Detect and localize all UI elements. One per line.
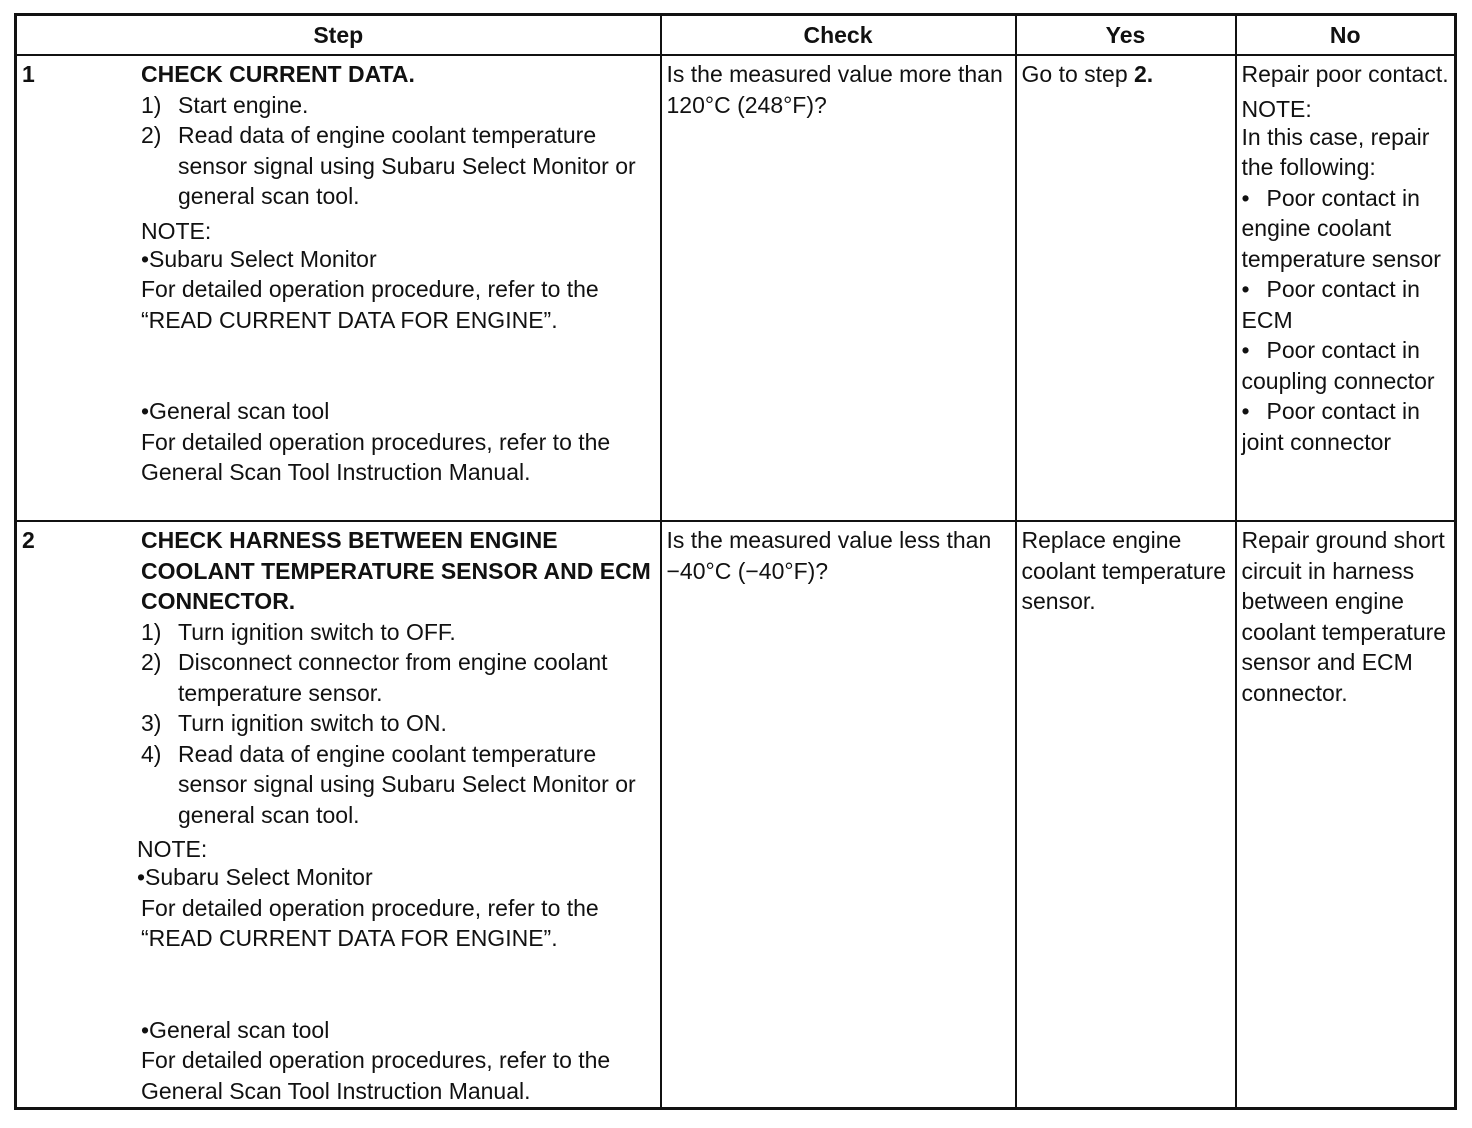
no-text: Repair ground short circuit in harness between engine coolant temperature sensor and ECM connector. xyxy=(1241,527,1447,706)
yes-cell xyxy=(1016,55,1236,521)
substep: 4) Read data of engine coolant temperature sensor signal using Subaru Select Monitor or general scan tool. xyxy=(141,740,636,828)
substep: 3) Turn ignition switch to ON. xyxy=(141,710,447,736)
note-bullet: •Subaru Select Monitor xyxy=(141,245,377,272)
step-title: CHECK CURRENT DATA. xyxy=(141,61,415,87)
table-header-row xyxy=(16,15,1456,56)
header-check: Check xyxy=(661,15,1016,56)
substep: 2) Read data of engine coolant temperature sensor signal using Subaru Select Monitor or general scan tool. xyxy=(141,122,636,209)
no-items-list xyxy=(1242,183,1451,458)
substep: 1) Start engine. xyxy=(141,91,309,118)
header-yes: Yes xyxy=(1016,15,1236,56)
note-label: NOTE: xyxy=(137,836,208,862)
note-text: For detailed operation procedures, refer to the General Scan Tool Instruction Manual. xyxy=(141,1047,611,1104)
step-cell xyxy=(16,55,661,521)
no-text: Repair poor contact. xyxy=(1241,61,1449,87)
substep-list xyxy=(141,617,656,831)
note-bullet: •General scan tool xyxy=(141,1016,330,1043)
step-title: CHECK HARNESS BETWEEN ENGINE COOLANT TEMPERATURE SENSOR AND ECM CONNECTOR. xyxy=(141,527,651,614)
note-text: For detailed operation procedures, refer to the General Scan Tool Instruction Manual. xyxy=(141,428,611,485)
check-text: Is the measured value more than 120°C (248°F)? xyxy=(666,61,1003,118)
note-bullet: •Subaru Select Monitor xyxy=(137,864,373,890)
yes-text: Go to step 2. xyxy=(1021,61,1154,87)
no-cell xyxy=(1236,521,1456,1109)
substep: 1) Turn ignition switch to OFF. xyxy=(141,618,456,645)
header-step: Step xyxy=(16,15,661,56)
no-note-intro: In this case, repair the following: xyxy=(1241,123,1430,180)
check-cell xyxy=(661,55,1016,521)
substep-list xyxy=(141,90,656,212)
note-text: For detailed operation procedure, refer to the “READ CURRENT DATA FOR ENGINE”. xyxy=(141,276,599,333)
table-row xyxy=(16,55,1456,521)
yes-cell xyxy=(1016,521,1236,1109)
header-no: No xyxy=(1236,15,1456,56)
step-cell xyxy=(16,521,661,1109)
note-bullet: •General scan tool xyxy=(141,398,330,424)
step-number: 1 xyxy=(22,61,35,87)
step-number: 2 xyxy=(22,527,35,553)
note-label: NOTE: xyxy=(141,217,212,244)
substep: 2) Disconnect connector from engine coolant temperature sensor. xyxy=(141,649,608,706)
table-row xyxy=(16,521,1456,1109)
no-cell xyxy=(1236,55,1456,521)
list-item: • Poor contact in coupling connector xyxy=(1241,337,1435,394)
list-item: • Poor contact in ECM xyxy=(1241,276,1420,333)
list-item: • Poor contact in joint connector xyxy=(1241,398,1420,455)
check-cell xyxy=(661,521,1016,1109)
list-item: • Poor contact in engine coolant temperature sensor xyxy=(1241,184,1441,272)
diagnostic-table xyxy=(14,13,1457,1110)
yes-text: Replace engine coolant temperature sensor. xyxy=(1021,527,1227,614)
note-text: For detailed operation procedure, refer to the “READ CURRENT DATA FOR ENGINE”. xyxy=(141,894,599,951)
check-text: Is the measured value less than −40°C (−40°F)? xyxy=(666,527,992,584)
no-note-label: NOTE: xyxy=(1241,95,1312,122)
